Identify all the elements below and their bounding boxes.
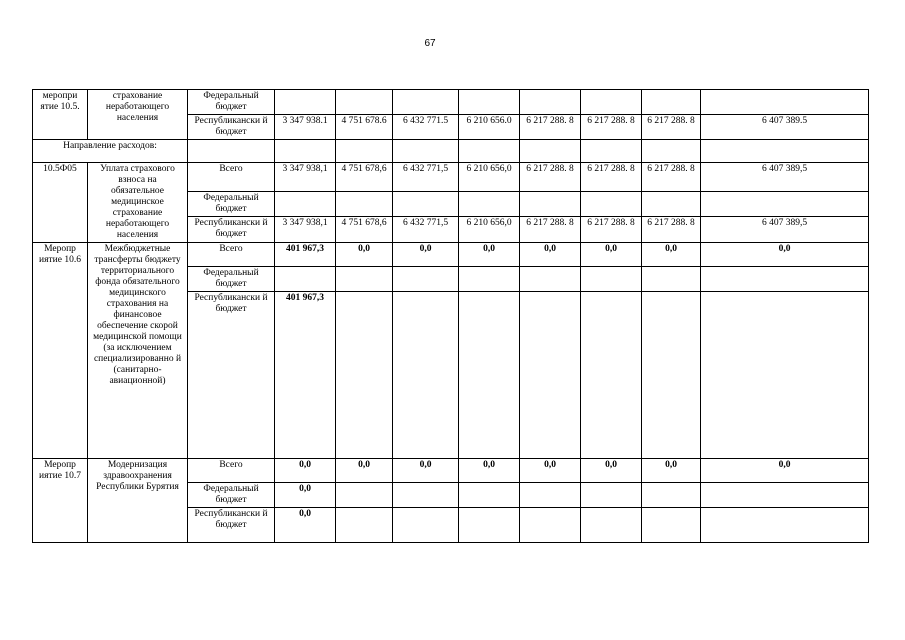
table-row (33, 163, 869, 192)
value-cell: 0,0 (520, 459, 581, 483)
value-cell: 0,0 (275, 508, 336, 543)
value-cell: 0,0 (642, 243, 701, 267)
source-label: Федеральный бюджет (188, 267, 275, 292)
value-cell: 4 751 678,6 (336, 217, 393, 243)
value-cell: 6 210 656,0 (459, 163, 520, 192)
value-cell: 0,0 (393, 459, 459, 483)
table-row (33, 90, 869, 115)
value-cell: 0,0 (275, 459, 336, 483)
value-cell: 0,0 (581, 459, 642, 483)
value-cell: 6 432 771.5 (393, 115, 459, 140)
value-cell: 6 217 288. 8 (520, 163, 581, 192)
measure-code: Меропр иятие 10.6 (33, 243, 88, 459)
budget-table (32, 89, 869, 543)
value-cell: 0,0 (581, 243, 642, 267)
value-cell: 0,0 (701, 243, 869, 267)
value-cell: 6 217 288. 8 (642, 217, 701, 243)
source-label: Всего (188, 163, 275, 192)
value-cell: 0,0 (336, 243, 393, 267)
direction-label: Направление расходов: (33, 140, 188, 163)
value-cell: 6 432 771,5 (393, 217, 459, 243)
source-label: Республикански й бюджет (188, 217, 275, 243)
value-cell: 6 210 656,0 (459, 217, 520, 243)
source-label: Всего (188, 459, 275, 483)
value-cell: 0,0 (459, 243, 520, 267)
value-cell: 6 432 771,5 (393, 163, 459, 192)
value-cell: 401 967,3 (275, 292, 336, 459)
value-cell: 0,0 (701, 459, 869, 483)
measure-name: Модернизация здравоохранения Республики Бурятия (88, 459, 188, 543)
value-cell: 3 347 938,1 (275, 217, 336, 243)
source-label: Федеральный бюджет (188, 191, 275, 217)
value-cell: 3 347 938,1 (275, 163, 336, 192)
value-cell: 401 967,3 (275, 243, 336, 267)
measure-code: меропри ятие 10.5. (33, 90, 88, 140)
value-cell: 6 217 288. 8 (642, 115, 701, 140)
table-row (33, 459, 869, 483)
value-cell: 6 407 389,5 (701, 163, 869, 192)
source-label: Республикански й бюджет (188, 115, 275, 140)
source-label: Федеральный бюджет (188, 483, 275, 508)
value-cell: 4 751 678.6 (336, 115, 393, 140)
value-cell: 6 210 656.0 (459, 115, 520, 140)
page-number: 67 (424, 38, 436, 49)
value-cell: 0,0 (520, 243, 581, 267)
value-cell: 6 407 389,5 (701, 217, 869, 243)
measure-name: Межбюджетные трансферты бюджету территориального фонда обязательного медицинского страхования на финансовое обеспечение скорой медицинской помощи (за исключением специализированно й (санитарно-авиационной) (88, 243, 188, 459)
value-cell: 0,0 (642, 459, 701, 483)
value-cell: 6 217 288. 8 (581, 163, 642, 192)
source-label: Всего (188, 243, 275, 267)
value-cell: 0,0 (459, 459, 520, 483)
source-label: Федеральный бюджет (188, 90, 275, 115)
value-cell: 0,0 (336, 459, 393, 483)
measure-name: страхование неработающего населения (88, 90, 188, 140)
measure-code: 10.5Ф05 (33, 163, 88, 243)
value-cell: 6 217 288. 8 (520, 115, 581, 140)
table-row (33, 243, 869, 267)
measure-name: Уплата страхового взноса на обязательное медицинское страхование неработающего населения (88, 163, 188, 243)
value-cell: 0,0 (275, 483, 336, 508)
measure-code: Меропр иятие 10.7 (33, 459, 88, 543)
table-row (33, 140, 869, 163)
source-label: Республикански й бюджет (188, 292, 275, 459)
value-cell: 6 217 288. 8 (520, 217, 581, 243)
value-cell: 4 751 678,6 (336, 163, 393, 192)
value-cell: 3 347 938.1 (275, 115, 336, 140)
value-cell: 6 217 288. 8 (581, 115, 642, 140)
value-cell: 0,0 (393, 243, 459, 267)
value-cell: 6 217 288. 8 (581, 217, 642, 243)
value-cell: 6 217 288. 8 (642, 163, 701, 192)
value-cell: 6 407 389.5 (701, 115, 869, 140)
source-label: Республикански й бюджет (188, 508, 275, 543)
